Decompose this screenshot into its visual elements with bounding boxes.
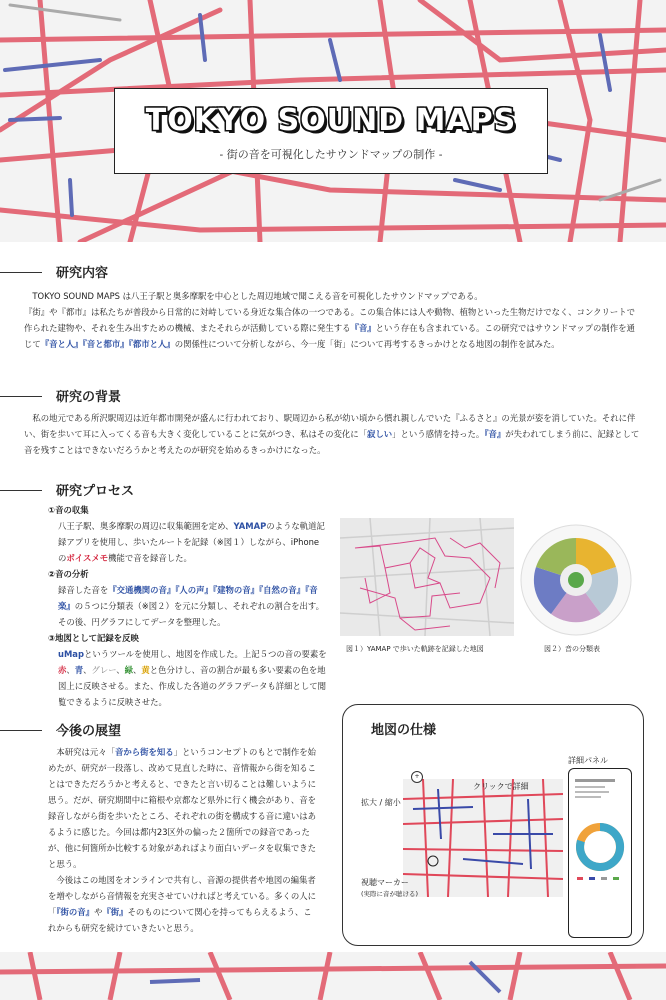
figure-1-caption: 図１）YAMAP で歩いた軌跡を記録した地図: [346, 645, 484, 653]
highlight: 寂しい: [367, 429, 393, 439]
text: 本研究は元々「: [56, 747, 116, 757]
process-text: [48, 502, 330, 710]
heading-rule: [0, 490, 42, 491]
text: が失われてしまう前に、記録として音を残すことはできないだろうかと考えたのが研究を始めるきっかけになった。: [24, 429, 640, 455]
text: 機能で音を録音した。: [108, 553, 192, 563]
color-word-blue: 青: [74, 665, 84, 675]
color-word-gray: グレー: [91, 665, 117, 675]
subtitle: - 街の音を可視化したサウンドマップの制作 -: [219, 148, 443, 161]
text: 今後はこの地図をオンラインで共有し、音源の提供者や地図の編集者を増やしながら音情報を充実させていければと考えている。多くの人に「: [48, 875, 316, 917]
detail-panel-graphic: [569, 769, 631, 937]
highlight: 『街の音』: [56, 907, 95, 917]
highlight: uMap: [58, 649, 84, 659]
paragraph: [48, 872, 320, 936]
research-content-text: [24, 288, 642, 352]
text: の５つに分類表（※図２）を元に分類し、それぞれの割合を出す。その後、円グラフにしてデータを整理した。: [58, 601, 324, 627]
paragraph: [24, 410, 642, 458]
classification-wheel: [520, 524, 632, 636]
background-text: [24, 410, 642, 458]
highlight: 『交通機関の音』『人の声』『建物の音』『自然の音』『音楽』: [58, 585, 318, 611]
text: 『街』や『都市』は私たちが普段から日常的に対峙している身近な集合体の一つである。この集合体には人や動物、植物といった生物だけでなく、コンクリートで作られた建物や、それを生み出すための機械、またそれらが活動している際に発生する: [24, 307, 636, 333]
text: というツールを使用し、地図を作成した。上記５つの音の要素を: [83, 649, 327, 659]
spec-title: 地図の仕様: [371, 723, 437, 738]
heading-rule: [0, 272, 42, 273]
section-title: 研究の背景: [56, 390, 122, 405]
text: や: [94, 907, 103, 917]
map-spec-panel: [342, 704, 644, 946]
marker-label: 視聴マーカー: [361, 878, 409, 887]
figure-yamap-route-map: [340, 518, 514, 636]
process-step-title: ②音の分析: [48, 569, 89, 579]
process-step-title: ①音の収集: [48, 505, 89, 515]
highlight: YAMAP: [233, 521, 267, 531]
marker-note: (実際に音が聴ける): [361, 890, 419, 898]
highlight: 音から街を知る: [115, 747, 174, 757]
section-title: 研究内容: [56, 266, 109, 281]
text: の関係性について分析しながら、今一度「街」について再考するきっかけとなる地図の制作を試みた。: [174, 339, 560, 349]
route-map-image: [340, 518, 514, 636]
figure-sound-classification-chart: [520, 524, 632, 636]
text: TOKYO SOUND MAPS は八王子駅と奥多摩駅を中心とした周辺地域で聞こえる音を可視化したサウンドマップである。: [32, 291, 483, 301]
text: 」というコンセプトのもとで制作を始めたが、研究が一段落し、改めて見直した時に、音情報から街を知ることはできただろうかと考えると、できたと言い切ることは難しいように思う。だが、研究期間中に箱根や京都など県外に行く機会があり、音を録音しながら街を歩いたところ、それぞれの街を構成する音に違いはあるように感じた。今回は都内23区外の偏った２箇所での録音であったが、他に何箇所か比較する対象があればより面白いデータを収集できたと思う。: [48, 747, 317, 869]
text: 八王子駅、奥多摩駅の周辺に収集範囲を定め、: [58, 521, 234, 531]
text: という存在も含まれている。この研究ではサウンドマップの制作を通じて: [24, 323, 635, 349]
future-text: [48, 744, 320, 936]
color-word-yellow: 黄: [141, 665, 150, 675]
paragraph: [24, 304, 642, 352]
detail-panel-phone: [568, 768, 632, 938]
highlight: 『音』: [350, 323, 376, 333]
text: 私の地元である所沢駅周辺は近年都市開発が盛んに行われており、駅周辺から私が幼い頃から慣れ親しんでいた『ふるさと』の光景が姿を消していた。それに伴い、街を歩いて耳に入ってくる音も大きく変化していることに気がつき、私はその変化に「: [24, 413, 636, 439]
color-word-red: 赤: [58, 665, 67, 675]
map-background-bottom: [0, 952, 666, 1000]
click-details-label: クリックで詳細: [473, 782, 529, 791]
process-step-body: [48, 582, 330, 630]
process-step-body: [48, 518, 330, 566]
main-title: TOKYO SOUND MAPS: [145, 103, 517, 138]
section-title: 研究プロセス: [56, 484, 135, 499]
highlight: 『音と人』『音と都市』『都市と人』: [40, 339, 175, 349]
road-map-graphic: [0, 952, 666, 1000]
text: そのものについて関心を持ってもらえるよう、これからも研究を続けていきたいと思う。: [48, 907, 312, 933]
figure-2-caption: 図２）音の分類表: [544, 645, 600, 653]
heading-rule: [0, 730, 42, 731]
zoom-control-icon[interactable]: +: [411, 771, 423, 783]
paragraph: [48, 744, 320, 872]
title-box: [114, 88, 548, 174]
zoom-label: 拡大 / 縮小: [361, 798, 401, 807]
highlight: 『音』: [484, 429, 506, 439]
color-word-green: 緑: [124, 665, 134, 675]
detail-panel-label: 詳細パネル: [568, 756, 608, 765]
process-step-title: ③地図として記録を反映: [48, 633, 139, 643]
highlight: 『街』: [102, 907, 128, 917]
text: 録音した音を: [58, 585, 109, 595]
section-title: 今後の展望: [56, 724, 122, 739]
process-step-body: uMapというツールを使用し、地図を作成した。上記５つの音の要素を赤、青、グレー、緑、黄と色分けし、音の割合が最も多い要素の色を地図上に反映させる。また、作成した各道のグラフデータも詳細として閲覧できるように反映させた。: [58, 649, 327, 707]
spec-map-graphic: [403, 779, 563, 897]
text: と色分けし、音の割合が最も多い要素の色を地図上に反映させる。また、作成した各道のグラフデータも詳細として閲覧できるように反映させた。: [58, 665, 326, 707]
heading-rule: [0, 396, 42, 397]
text: 」という感情を持った。: [392, 429, 485, 439]
paragraph: [24, 288, 642, 304]
highlight: ボイスメモ: [66, 553, 109, 563]
text: のような軌道記録アプリを使用し、歩いたルートを記録（※図１）しながら、iPhone の: [58, 521, 325, 563]
